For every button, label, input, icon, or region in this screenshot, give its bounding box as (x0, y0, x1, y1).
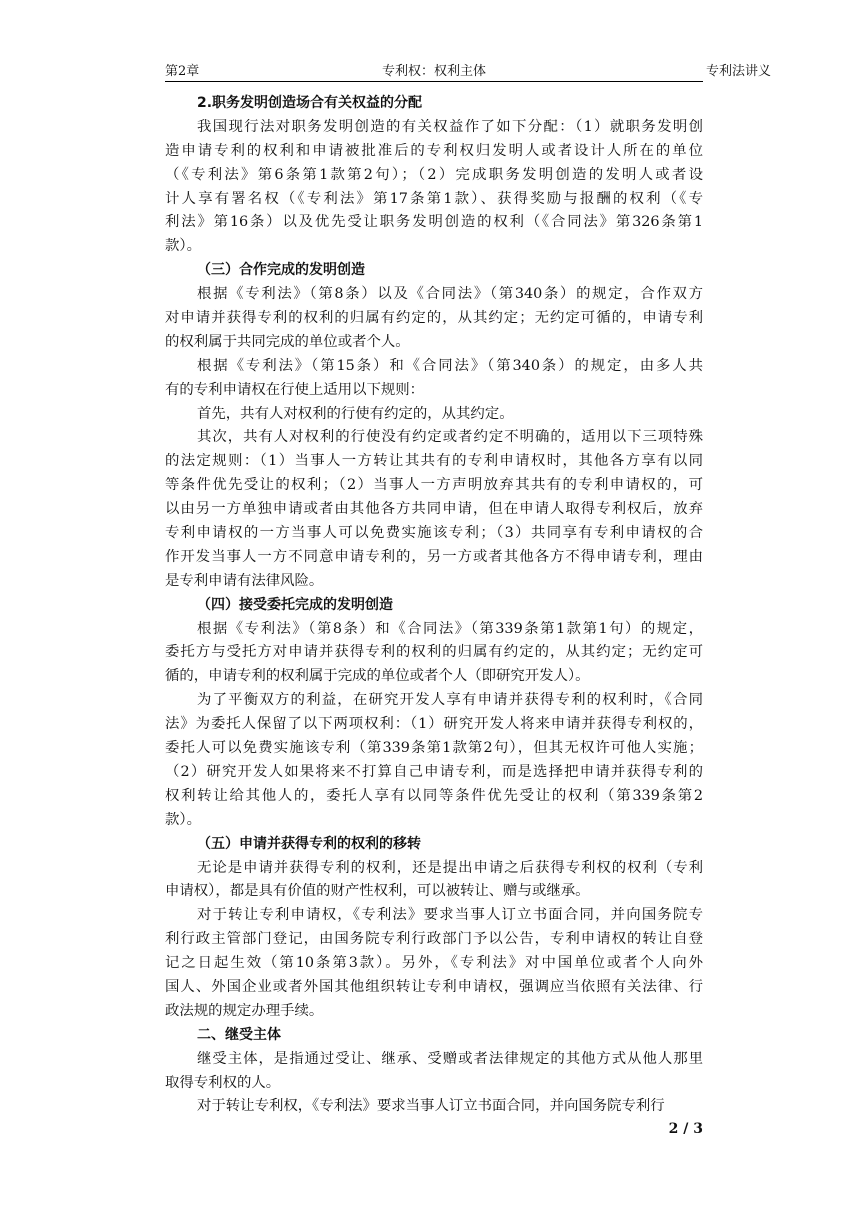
header-book-title: 专利法讲义 (706, 64, 772, 79)
paragraph-line: 以由另一方单独申请或者由其他各方共同申请，但在申请人取得专利权后，放弃 (165, 501, 703, 518)
document-body (165, 92, 703, 1119)
paragraph-line: 无论是申请并获得专利的权利，还是提出申请之后获得专利权的权利（专利 (197, 859, 703, 876)
paragraph-line: 对于转让专利申请权，《专利法》要求当事人订立书面合同，并向国务院专 (197, 907, 703, 924)
paragraph-line: 政法规的规定办理手续。 (165, 1002, 324, 1019)
paragraph-line: 其次，共有人对权利的行使没有约定或者约定不明确的，适用以下三项特殊 (197, 429, 703, 446)
paragraph-line: 法》为委托人保留了以下两项权利：（1）研究开发人将来申请并获得专利权的， (165, 716, 703, 733)
paragraph-line: 专利申请权的一方当事人可以免费实施该专利；（3）共同享有专利申请权的合 (165, 525, 703, 542)
paragraph-line: 委托方与受托方对申请并获得专利的权利的归属有约定的，从其约定；无约定可 (165, 644, 703, 661)
header-rule (165, 81, 703, 82)
section-heading: 2.职务发明创造场合有关权益的分配 (197, 95, 423, 111)
paragraph-line: 记之日起生效（第10条第3款）。另外，《专利法》对中国单位或者个人向外 (165, 955, 703, 972)
paragraph-line: 作开发当事人一方不同意申请专利的，另一方或者其他各方不得申请专利，理由 (165, 548, 703, 565)
paragraph-line: 委托人可以免费实施该专利（第339条第1款第2句），但其无权许可他人实施； (165, 740, 703, 757)
paragraph-line: 取得专利权的人。 (165, 1074, 281, 1091)
header-title: 专利权：权利主体 (381, 64, 486, 79)
paragraph-line: 有的专利申请权在行使上适用以下规则： (165, 381, 425, 398)
paragraph-line: 是专利申请有法律风险。 (165, 572, 324, 589)
page-header (165, 62, 703, 82)
paragraph-line: 根据《专利法》（第15条）和《合同法》（第340条）的规定，由多人共 (197, 357, 703, 374)
paragraph-line: 为了平衡双方的利益，在研究开发人享有申请并获得专利的权利时，《合同 (197, 692, 703, 709)
section-heading: （四）接受委托完成的发明创造 (197, 596, 393, 613)
paragraph-line: 利法》第16条）以及优先受让职务发明创造的权利（《合同法》第326条第1 (165, 214, 703, 231)
section-heading: （三）合作完成的发明创造 (197, 262, 365, 279)
paragraph-line: 对于转让专利权，《专利法》要求当事人订立书面合同，并向国务院专利行 (197, 1098, 665, 1115)
paragraph-line: 根据《专利法》（第8条）和《合同法》（第339条第1款第1句）的规定， (197, 620, 703, 637)
page-number: 2 / 3 (668, 1121, 703, 1137)
paragraph-line: 利行政主管部门登记，由国务院专利行政部门予以公告，专利申请权的转让自登 (165, 931, 703, 948)
paragraph-line: 的权利属于共同完成的单位或者个人。 (165, 333, 410, 350)
paragraph-line: 造申请专利的权利和申请被批准后的专利权归发明人或者设计人所在的单位 (165, 142, 703, 159)
paragraph-line: 权利转让给其他人的，委托人享有以同等条件优先受让的权利（第339条第2 (165, 787, 703, 804)
paragraph-line: （2）研究开发人如果将来不打算自己申请专利，而是选择把申请并获得专利的 (165, 763, 703, 780)
paragraph-line: 款）。 (165, 811, 201, 828)
paragraph-line: 根据《专利法》（第8条）以及《合同法》（第340条）的规定，合作双方 (197, 286, 703, 303)
paragraph-line: 继受主体，是指通过受让、继承、受赠或者法律规定的其他方式从他人那里 (197, 1050, 703, 1067)
paragraph-line: 的法定规则：（1）当事人一方转让其共有的专利申请权时，其他各方享有以同 (165, 453, 703, 470)
paragraph-line: 首先，共有人对权利的行使有约定的，从其约定。 (197, 405, 514, 422)
paragraph-line: 国人、外国企业或者外国其他组织转让专利申请权，强调应当依照有关法律、行 (165, 978, 703, 995)
paragraph-line: 等条件优先受让的权利；（2）当事人一方声明放弃其共有的专利申请权的，可 (165, 477, 703, 494)
paragraph-line: 对申请并获得专利的权利的归属有约定的，从其约定；无约定可循的，申请专利 (165, 310, 703, 327)
paragraph-line: （《专利法》第6条第1款第2句）；（2）完成职务发明创造的发明人或者设 (165, 166, 703, 183)
paragraph-line: 循的，申请专利的权利属于完成的单位或者个人（即研究开发人）。 (165, 668, 590, 685)
paragraph-line: 申请权），都是具有价值的财产性权利，可以被转让、赠与或继承。 (165, 883, 590, 900)
paragraph-line: 款）。 (165, 238, 201, 255)
section-heading: （五）申请并获得专利的权利的移转 (197, 835, 421, 852)
paragraph-line: 我国现行法对职务发明创造的有关权益作了如下分配：（1）就职务发明创 (197, 118, 703, 135)
paragraph-line: 计人享有署名权（《专利法》第17条第1款）、获得奖励与报酬的权利（《专 (165, 190, 703, 207)
section-heading: 二、继受主体 (197, 1026, 281, 1043)
header-chapter: 第2章 (165, 64, 200, 79)
